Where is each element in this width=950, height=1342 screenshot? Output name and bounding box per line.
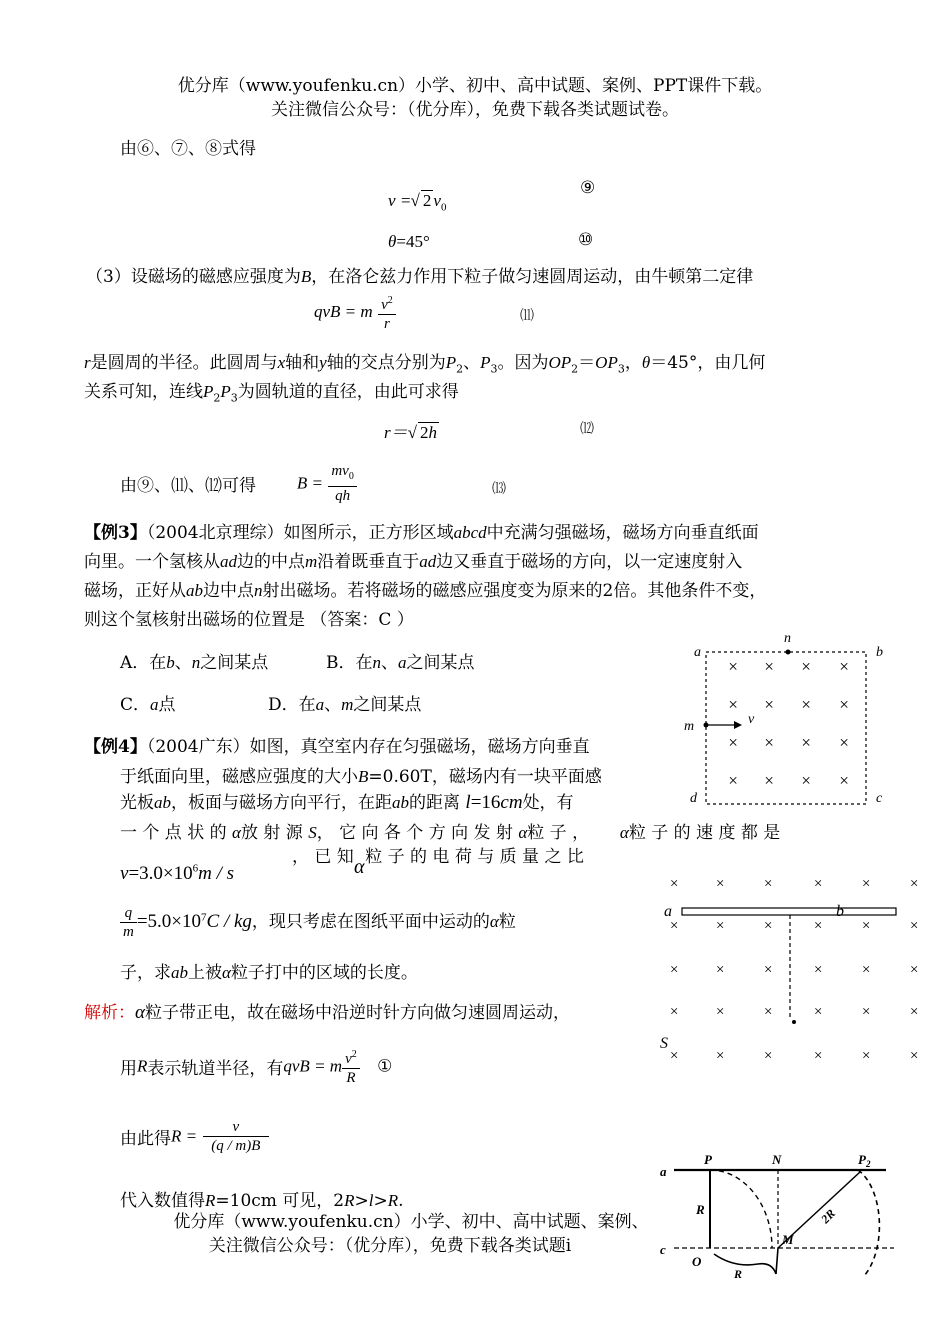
field-cross: × bbox=[727, 771, 739, 790]
field-cross: × bbox=[668, 1004, 680, 1020]
equation-12: r＝√ 2h bbox=[384, 423, 437, 442]
footer-line-1: 优分库（www.youfenku.cn）小学、初中、高中试题、案例、 bbox=[173, 1212, 649, 1232]
label-N: N bbox=[772, 1152, 782, 1167]
label-c: c bbox=[876, 791, 883, 806]
field-cross: × bbox=[727, 657, 739, 676]
label-a: a bbox=[660, 1164, 667, 1179]
equation-10: θ=45° bbox=[388, 232, 430, 251]
analysis-label: 解析： bbox=[84, 1003, 135, 1023]
page-footer bbox=[0, 1210, 950, 1258]
equation-11: qvB = m $\frac{v^2}{r}$ bbox=[314, 292, 396, 333]
field-cross: × bbox=[763, 733, 775, 752]
field-cross: × bbox=[860, 876, 872, 892]
part-3-text: （3）设磁场的磁感应强度为B，在洛仑兹力作用下粒子做匀速圆周运动，由牛顿第二定律 bbox=[86, 267, 754, 287]
field-cross: × bbox=[860, 962, 872, 978]
example-3-line-2: 向里。一个氢核从ad边的中点m沿着既垂直于ad边又垂直于磁场的方向，以一定速度射入 bbox=[84, 552, 743, 572]
field-cross: × bbox=[714, 918, 726, 934]
example-4-line-7: 子，求ab上被α粒子打中的区域的长度。 bbox=[120, 963, 418, 983]
field-cross: × bbox=[714, 962, 726, 978]
example-4-line-2: 于纸面向里，磁感应强度的大小B=0.60T，磁场内有一块平面感 bbox=[120, 767, 602, 787]
example-3-figure bbox=[676, 628, 896, 808]
equation-12-number: ⑿ bbox=[580, 422, 594, 437]
field-cross: × bbox=[763, 771, 775, 790]
field-cross: × bbox=[714, 1004, 726, 1020]
page-header bbox=[0, 74, 950, 122]
field-cross: × bbox=[763, 657, 775, 676]
field-cross: × bbox=[908, 918, 920, 934]
option-d: D．在a、m之间某点 bbox=[268, 695, 422, 715]
radius-text-line-1: r是圆周的半径。此圆周与x轴和y轴的交点分别为$P_2$、$P_3$。因为$OP_2=OP_3$，θ＝45°，由几何 bbox=[84, 353, 766, 376]
label-a: a bbox=[664, 903, 672, 920]
field-cross: × bbox=[800, 695, 812, 714]
label-d: d bbox=[690, 791, 697, 806]
label-S: S bbox=[660, 1035, 668, 1052]
field-crosses bbox=[727, 657, 849, 790]
label-c: c bbox=[660, 1242, 666, 1257]
field-cross: × bbox=[860, 1004, 872, 1020]
equation-9-number: ⑨ bbox=[580, 178, 596, 197]
field-cross: × bbox=[727, 733, 739, 752]
label-P: P bbox=[704, 1152, 712, 1167]
equation-13-number: ⒀ bbox=[492, 482, 506, 497]
label-v: v bbox=[748, 712, 755, 727]
field-cross: × bbox=[860, 918, 872, 934]
header-line-1: 优分库（www.youfenku.cn）小学、初中、高中试题、案例、PPT课件下载。 bbox=[177, 76, 773, 96]
example-4-line-6: $\frac{q}{m}$ $=5.0\times 10^7C$ / kg，现只考虑在图纸平面中运动的α粒 bbox=[120, 904, 516, 941]
from-678-text: 由⑥、⑦、⑧式得 bbox=[120, 139, 256, 159]
radius-text-line-2: 关系可知，连线$P_2P_3$为圆轨道的直径，由此可求得 bbox=[84, 382, 459, 405]
label-P2: $P_2$ bbox=[858, 1152, 871, 1169]
option-a: A．在b、n之间某点 bbox=[120, 653, 269, 673]
label-b: b bbox=[876, 645, 883, 660]
field-cross: × bbox=[762, 918, 774, 934]
photosensitive-plate bbox=[682, 908, 896, 915]
example-3-line-1: 【例3】（2004北京理综）如图所示，正方形区域abcd中充满匀强磁场，磁场方向垂直纸面 bbox=[84, 523, 759, 543]
equation-9: v =√ 2 $v_0$ bbox=[388, 191, 447, 214]
field-cross: × bbox=[800, 657, 812, 676]
example-4-line-5: ， 已 知 粒 子 的 电 荷 与 质 量 之 比 bbox=[292, 847, 584, 867]
analysis-line-1: 解析：α粒子带正电，故在磁场中沿逆时针方向做匀速圆周运动， bbox=[84, 1002, 570, 1023]
equation-11-number: ⑾ bbox=[520, 309, 534, 324]
field-cross: × bbox=[838, 771, 850, 790]
header-line-2: 关注微信公众号：（优分库），免费下载各类试题试卷。 bbox=[271, 100, 679, 120]
velocity-value: $v=3.0\times 10^6m / s$ bbox=[120, 862, 235, 884]
field-crosses bbox=[669, 876, 919, 1064]
example-3-line-4: 则这个氢核射出磁场的位置是 （答案：C ） bbox=[84, 610, 414, 630]
field-cross: × bbox=[812, 918, 824, 934]
field-cross: × bbox=[763, 695, 775, 714]
field-cross: × bbox=[812, 962, 824, 978]
velocity-arrowhead bbox=[734, 721, 742, 729]
field-cross: × bbox=[860, 1048, 872, 1064]
example-4-line-3: 光板ab，板面与磁场方向平行，在距ab的距离 l=16cm处，有 bbox=[120, 792, 574, 813]
example-4-figure bbox=[656, 868, 936, 1068]
equation-10-number: ⑩ bbox=[578, 230, 594, 249]
field-cross: × bbox=[838, 733, 850, 752]
footer-line-2: 关注微信公众号：（优分库），免费下载各类试题i bbox=[208, 1236, 572, 1256]
analysis-line-2: 用R表示轨道半径，有qvB = m $\frac{v^2}{R}$ ① bbox=[120, 1046, 392, 1087]
field-cross: × bbox=[908, 1004, 920, 1020]
field-cross: × bbox=[762, 876, 774, 892]
field-cross: × bbox=[762, 1048, 774, 1064]
label-2R: 2R bbox=[818, 1206, 839, 1227]
example-4-line-4: 一 个 点 状 的 α放 射 源 S， 它 向 各 个 方 向 发 射 α粒 子 ， α粒 子 的 速 度 都 是 bbox=[120, 823, 781, 843]
field-cross: × bbox=[668, 876, 680, 892]
example-3-line-3: 磁场，正好从ab边中点n射出磁场。若将磁场的磁感应强度变为原来的2倍。其他条件不变， bbox=[84, 581, 767, 601]
label-R1: R bbox=[696, 1202, 705, 1217]
field-cross: × bbox=[812, 1048, 824, 1064]
field-cross: × bbox=[762, 962, 774, 978]
field-cross: × bbox=[812, 1004, 824, 1020]
field-cross: × bbox=[908, 962, 920, 978]
analysis-line-3: 由此得R = $\frac{v}{(q / m)B}$ bbox=[120, 1118, 269, 1155]
label-a: a bbox=[694, 645, 701, 660]
source-point bbox=[792, 1020, 796, 1024]
field-cross: × bbox=[838, 657, 850, 676]
label-M: M bbox=[782, 1232, 794, 1247]
field-cross: × bbox=[762, 1004, 774, 1020]
field-cross: × bbox=[714, 876, 726, 892]
field-cross: × bbox=[908, 876, 920, 892]
label-b: b bbox=[836, 903, 844, 920]
point-n bbox=[786, 650, 791, 655]
field-cross: × bbox=[668, 1048, 680, 1064]
field-cross: × bbox=[668, 918, 680, 934]
example-4-line-1: 【例4】（2004广东）如图，真空室内存在匀强磁场，磁场方向垂直 bbox=[84, 737, 590, 757]
field-cross: × bbox=[908, 1048, 920, 1064]
label-m: m bbox=[684, 719, 695, 734]
label-n: n bbox=[784, 631, 791, 646]
field-cross: × bbox=[812, 876, 824, 892]
field-cross: × bbox=[800, 771, 812, 790]
field-cross: × bbox=[668, 962, 680, 978]
alpha-symbol: α bbox=[354, 856, 365, 878]
equation-13-line: 由⑨、⑾、⑿可得 B = $\frac{mv_0}{qh}$ bbox=[120, 462, 357, 505]
option-c: C．a点 bbox=[120, 695, 176, 715]
option-b: B．在n、a之间某点 bbox=[326, 653, 475, 673]
field-cross: × bbox=[714, 1048, 726, 1064]
field-cross: × bbox=[727, 695, 739, 714]
field-cross: × bbox=[838, 695, 850, 714]
label-R2: R bbox=[734, 1267, 743, 1280]
field-cross: × bbox=[800, 733, 812, 752]
label-O: O bbox=[692, 1254, 702, 1269]
analysis-line-4: 代入数值得R=10cm 可见，2R>l>R. bbox=[120, 1191, 404, 1211]
